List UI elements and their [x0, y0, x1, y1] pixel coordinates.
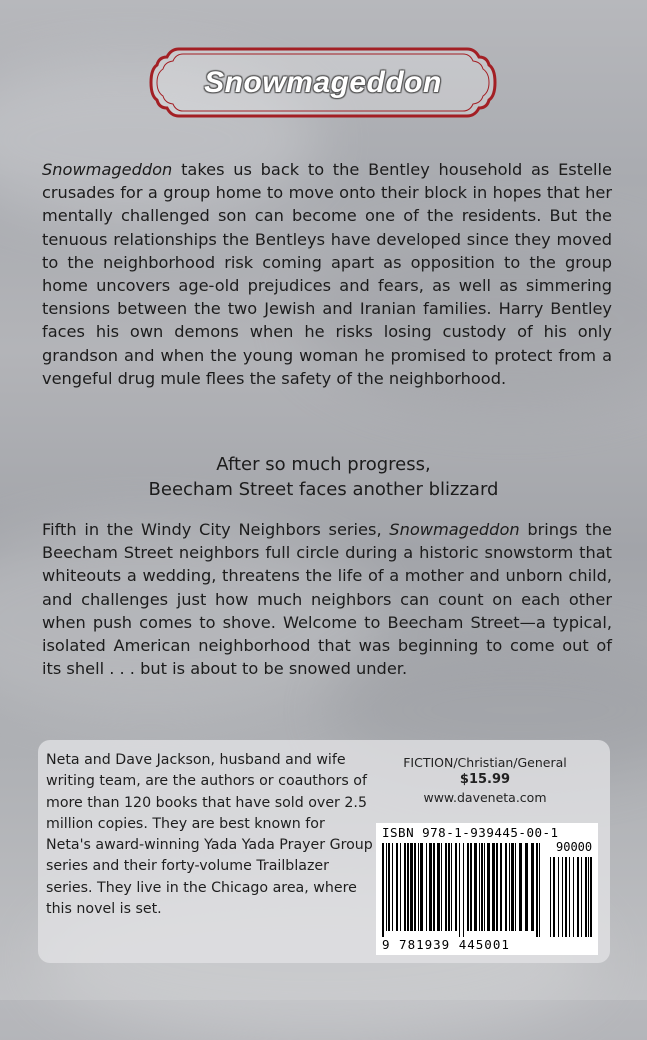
barcode-bar	[400, 843, 401, 931]
barcode-bar	[481, 843, 483, 931]
addon-bar	[565, 857, 567, 937]
barcode-bar	[515, 843, 516, 931]
addon-bar	[585, 857, 587, 937]
addon-bar	[562, 857, 563, 937]
website: www.daveneta.com	[423, 790, 547, 805]
barcode-bar	[509, 843, 510, 931]
barcode-bar	[467, 843, 469, 931]
tagline-line1: After so much progress,	[216, 454, 431, 475]
barcode-bar	[455, 843, 457, 931]
tagline	[0, 452, 647, 502]
addon-bar	[590, 857, 592, 937]
barcode-bar	[479, 843, 480, 931]
author-bio: Neta and Dave Jackson, husband and wife writing team, are the authors or coauthors of more than 120 books that have sold over 2.5 million copies. They are best known for Neta's award-winning Yada Yada Prayer Group series and their forty-volume Trailblazer series. They live in the Chicago area, where this novel is set.	[46, 752, 373, 918]
barcode-bar	[426, 843, 427, 931]
genre-label: FICTION/Christian/General	[403, 755, 567, 770]
addon-bar	[577, 857, 579, 937]
addon-bar	[569, 857, 570, 937]
price: $15.99	[459, 772, 511, 787]
addon-bar	[573, 857, 574, 937]
barcode-bar	[386, 843, 387, 931]
barcode-bar	[496, 843, 498, 931]
isbn-label: ISBN 978-1-939445-00-1	[382, 825, 559, 840]
barcode-digits: 9 781939 445001	[382, 937, 510, 952]
addon-bar	[581, 857, 582, 937]
description-title-ref: Snowmageddon	[42, 160, 173, 179]
barcode-bar	[451, 843, 452, 931]
barcode-bar	[437, 843, 440, 931]
barcode-bars	[380, 843, 594, 939]
description-paragraph	[42, 158, 612, 390]
barcode-bar	[396, 843, 398, 931]
barcode-bar	[519, 843, 522, 931]
tagline-line2: Beecham Street faces another blizzard	[148, 479, 499, 500]
barcode-bar	[388, 843, 390, 931]
barcode-bar	[392, 843, 393, 931]
barcode-bar	[407, 843, 409, 931]
barcode-bar	[463, 843, 464, 937]
barcode-bar	[536, 843, 538, 937]
barcode-bar	[487, 843, 490, 931]
barcode-bar	[382, 843, 384, 937]
barcode-bar	[539, 843, 540, 937]
barcode-bar	[420, 843, 423, 931]
barcode-bar	[414, 843, 416, 931]
barcode-bar	[445, 843, 447, 931]
barcode-bar	[441, 843, 442, 931]
description-text: takes us back to the Bentley household as Estelle crusades for a group home to move onto their block in hopes that her mentally challenged son can become one of the residents. But the tenuous relationships the Bentleys have developed since they moved to the neighborhood risk coming apart as opposition to the group home uncovers age-old prejudices and fears, as well as simmering tensions between the two Jewish and Iranian families. Harry Bentley faces his own demons when he risks losing custody of his only grandson and when the young woman he promised to protect from a vengeful drug mule flees the safety of the neighborhood.	[42, 160, 612, 388]
author-bio-panel	[38, 740, 610, 963]
barcode-bar	[433, 843, 435, 931]
barcode-bar	[470, 843, 472, 931]
price-addon-number: 90000	[556, 840, 593, 854]
barcode-bar	[500, 843, 502, 931]
barcode-bar	[448, 843, 450, 931]
series-title-ref: Snowmageddon	[389, 520, 520, 539]
book-title: Snowmageddon	[204, 65, 442, 99]
barcode-bar	[429, 843, 432, 931]
retail-info	[372, 754, 598, 806]
series-text-before: Fifth in the Windy City Neighbors series,	[42, 520, 382, 539]
addon-bar	[550, 857, 551, 937]
addon-bar	[588, 857, 589, 937]
barcode-bar	[459, 843, 460, 937]
addon-bar	[553, 857, 555, 937]
barcode-bar	[410, 843, 413, 931]
title-plaque	[149, 45, 497, 120]
barcode-bar	[505, 843, 507, 931]
series-text-after: brings the Beecham Street neighbors full circle during a historic snowstorm that whiteouts a wedding, threatens the life of a mother and unborn child, and challenges just how much neighbors can count on each other when push comes to shove. Welcome to Beecham Street—a typical, isolated American neighborhood that was beginning to come out of its shell . . . but is about to be snowed under.	[42, 520, 612, 679]
barcode-bar	[511, 843, 514, 931]
barcode-bar	[484, 843, 485, 931]
barcode-bar	[418, 843, 419, 931]
barcode-bar	[531, 843, 534, 931]
barcode-bar	[525, 843, 528, 931]
barcode-bar	[404, 843, 406, 931]
barcode	[376, 823, 598, 955]
barcode-bar	[492, 843, 495, 931]
addon-bar	[558, 857, 559, 937]
barcode-bar	[474, 843, 477, 931]
series-paragraph	[42, 518, 612, 680]
